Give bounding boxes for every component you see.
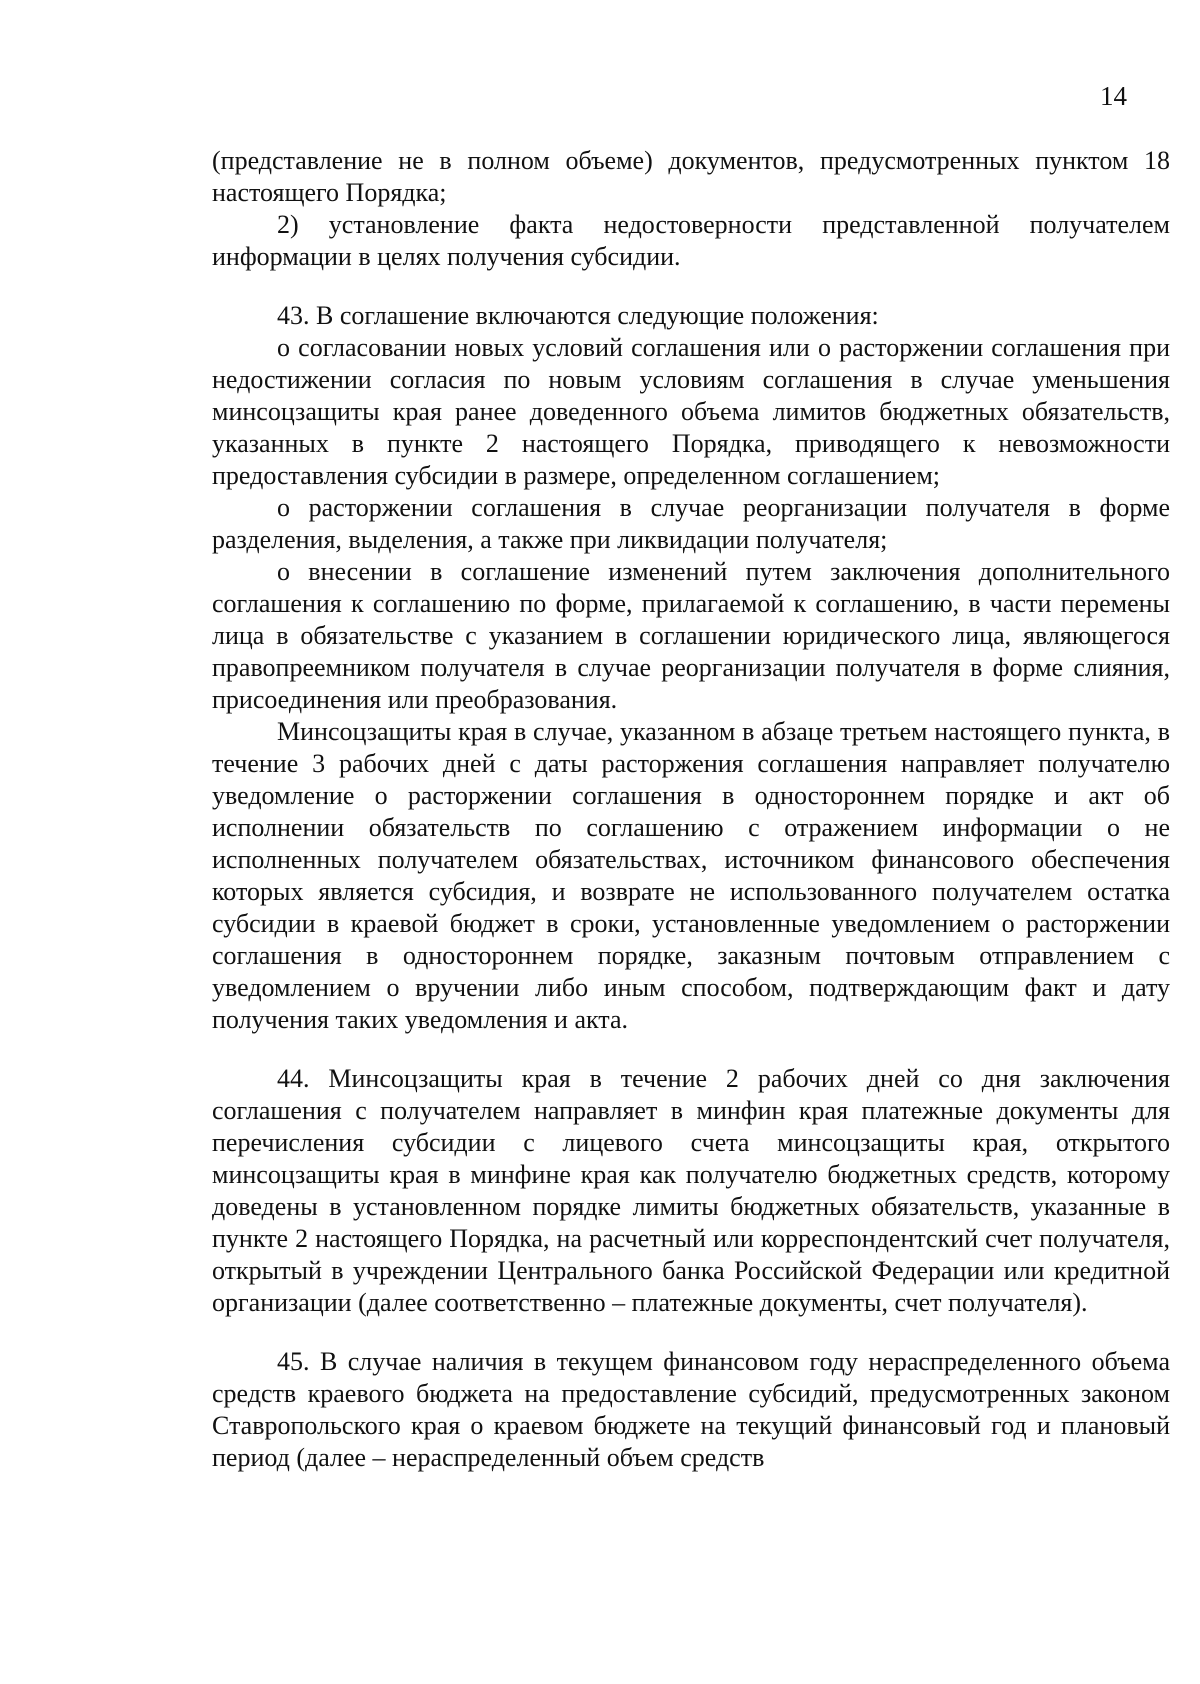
document-body bbox=[212, 145, 1170, 1474]
paragraph-43-clause-2: о расторжении соглашения в случае реорганизации получателя в форме разделения, выделения, а также при ликвидации получателя; bbox=[212, 493, 1170, 554]
paragraph-continuation: (представление не в полном объеме) документов, предусмотренных пунктом 18 настоящего Порядка; bbox=[212, 146, 1170, 207]
paragraph-45: 45. В случае наличия в текущем финансовом году нераспределенного объема средств краевого бюджета на предоставление субсидий, предусмотренных законом Ставропольского края о краевом бюджете на текущий финансовый год и плановый период (далее – нераспределенный объем средств bbox=[212, 1347, 1170, 1472]
paragraph-44: 44. Минсоцзащиты края в течение 2 рабочих дней со дня заключения соглашения с получателем направляет в минфин края платежные документы для перечисления субсидии с лицевого счета минсоцзащиты края, открытого минсоцзащиты края в минфине края как получателю бюджетных средств, которому доведены в установленном порядке лимиты бюджетных обязательств, указанные в пункте 2 настоящего Порядка, на расчетный или корреспондентский счет получателя, открытый в учреждении Центрального банка Российской Федерации или кредитной организации (далее соответственно – платежные документы, счет получателя). bbox=[212, 1064, 1170, 1317]
page-number: 14 bbox=[1100, 81, 1127, 111]
paragraph-43-notice: Минсоцзащиты края в случае, указанном в абзаце третьем настоящего пункта, в течение 3 рабочих дней с даты расторжения соглашения направляет получателю уведомление о расторжении соглашения в одностороннем порядке и акт об исполнении обязательств по соглашению с отражением информации о не исполненных получателем обязательствах, источником финансового обеспечения которых является субсидия, и возврате не использованного получателем остатка субсидии в краевой бюджет в сроки, установленные уведомлением о расторжении соглашения в одностороннем порядке, заказным почтовым отправлением с уведомлением о вручении либо иным способом, подтверждающим факт и дату получения таких уведомления и акта. bbox=[212, 717, 1170, 1034]
paragraph-item-2: 2) установление факта недостоверности представленной получателем информации в целях получения субсидии. bbox=[212, 210, 1170, 271]
paragraph-43-clause-1: о согласовании новых условий соглашения или о расторжении соглашения при недостижении согласия по новым условиям соглашения в случае уменьшения минсоцзащиты края ранее доведенного объема лимитов бюджетных обязательств, указанных в пункте 2 настоящего Порядка, приводящего к невозможности предоставления субсидии в размере, определенном соглашением; bbox=[212, 333, 1170, 490]
paragraph-43-clause-3: о внесении в соглашение изменений путем заключения дополнительного соглашения к соглашению по форме, прилагаемой к соглашению, в части перемены лица в обязательстве с указанием в соглашении юридического лица, являющегося правопреемником получателя в случае реорганизации получателя в форме слияния, присоединения или преобразования. bbox=[212, 557, 1170, 714]
paragraph-43-heading: 43. В соглашение включаются следующие положения: bbox=[277, 301, 879, 330]
